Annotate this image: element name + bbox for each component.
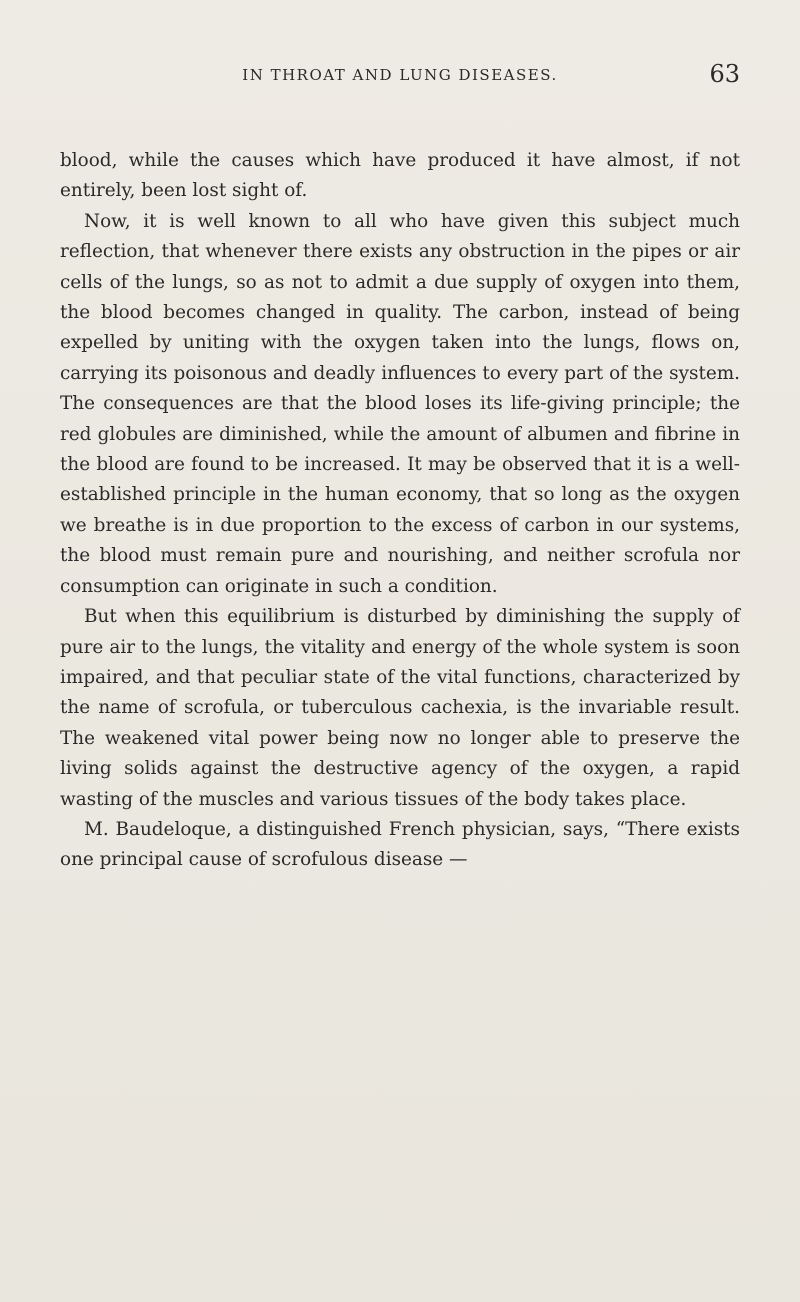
- body-text: [60, 146, 740, 876]
- running-head: IN THROAT AND LUNG DISEASES.: [242, 66, 558, 84]
- page-number: 63: [709, 60, 740, 88]
- page-header: [60, 60, 740, 100]
- paragraph: But when this equilibrium is disturbed by diminishing the supply of pure air to the lungs, the vitality and energy of the whole system is soon impaired, and that peculiar state of the vital functions, characterized by the name of scrofula, or tuberculous cachexia, is the invariable result. The weakened vital power being now no longer able to preserve the living solids against the destructive agency of the oxygen, a rapid wasting of the muscles and various tissues of the body takes place.: [60, 606, 740, 810]
- paragraph: blood, while the causes which have produced it have almost, if not entirely, been lost sight of.: [60, 150, 740, 202]
- paragraph: M. Baudeloque, a distinguished French physician, says, “There exists one principal cause of scrofulous disease —: [60, 818, 740, 871]
- paragraph: Now, it is well known to all who have given this subject much reflection, that whenever there exists any obstruction in the pipes or air cells of the lungs, so as not to admit a due supply of oxygen into them, the blood becomes changed in quality. The carbon, instead of being expelled by uniting with the oxygen taken into the lungs, flows on, carrying its poisonous and deadly influences to every part of the system. The consequences are that the blood loses its life-giving principle; the red globules are diminished, while the amount of albumen and fibrine in the blood are found to be increased. It may be observed that it is a well-established principle in the human economy, that so long as the oxygen we breathe is in due proportion to the excess of carbon in our systems, the blood must remain pure and nourishing, and neither scrofula nor consumption can originate in such a condition.: [60, 210, 740, 597]
